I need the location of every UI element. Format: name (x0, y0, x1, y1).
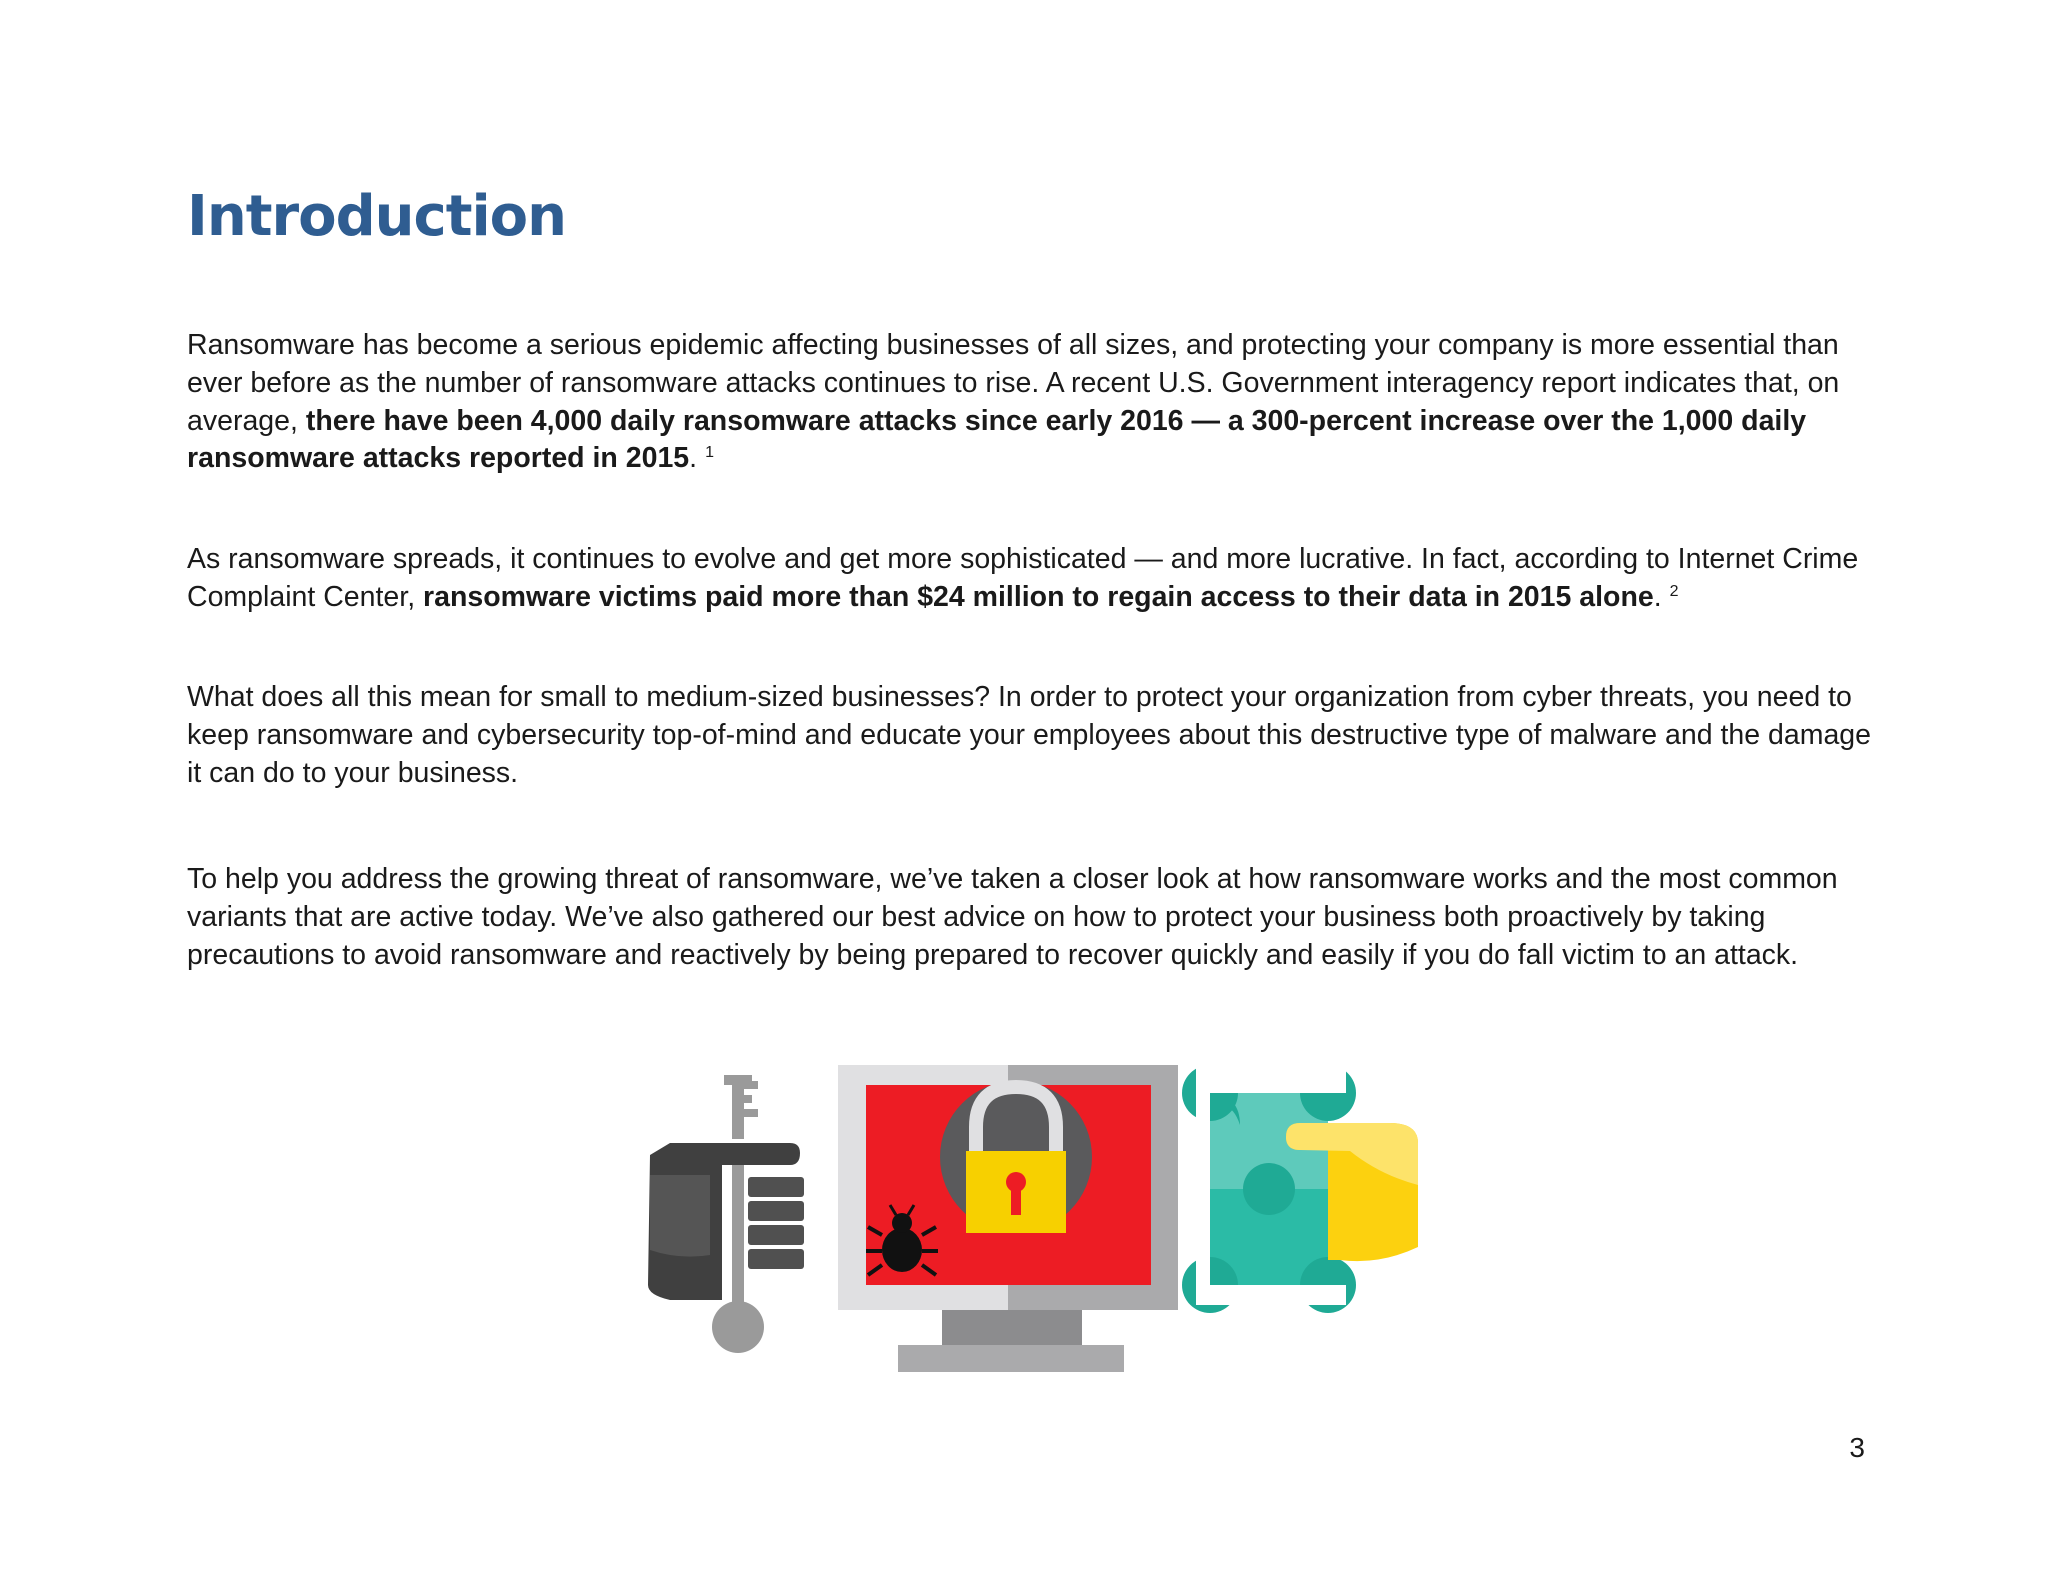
paragraph-address-threat (187, 861, 1887, 974)
hand-holding-key-icon (648, 1075, 804, 1353)
paragraph-bold-text: ransomware victims paid more than $24 million to regain access to their data in 2015 alone (423, 580, 1654, 613)
paragraph-ransomware-epidemic (187, 327, 1887, 478)
footnote-marker: 2 (1669, 582, 1679, 600)
paragraph-bold-text: there have been 4,000 daily ransomware attacks since early 2016 — a 300-percent increase over the 1,000 daily ransomware attacks reported in 2015 (187, 404, 1807, 475)
footnote-marker: 1 (705, 444, 714, 462)
paragraph-text: What does all this mean for small to medium-sized businesses? In order to protect your organization from cyber threats, you need to keep ransomware and cybersecurity top-of-mind and educate your employees about this destructive type of malware and the damage it can do to your business. (187, 681, 1872, 789)
locked-computer-icon (838, 1065, 1178, 1372)
paragraph-text: . (1653, 580, 1662, 613)
paragraph-smb-meaning (187, 679, 1887, 792)
hand-holding-money-icon (1182, 1065, 1418, 1313)
ransomware-illustration (640, 1055, 1420, 1375)
paragraph-ransomware-spreads (187, 541, 1887, 617)
paragraph-text: As ransomware spreads, it continues to evolve and get more sophisticated — and more lucrative. In fact, according to Internet Crime Complaint Center, (187, 543, 1859, 613)
paragraph-text: To help you address the growing threat of ransomware, we’ve taken a closer look at how ransomware works and the most common variants that are active today. We’ve also gathered our best advice on how to protect your business both proactively by taking precautions to avoid ransomware and reactively by being prepared to recover quickly and easily if you do fall victim to an attack. (187, 863, 1838, 971)
paragraph-text: . (689, 442, 698, 475)
page-number: 3 (1849, 1432, 1865, 1463)
page-title: Introduction (187, 184, 567, 249)
paragraph-text: Ransomware has become a serious epidemic affecting businesses of all sizes, and protecting your company is more essential than ever before as the number of ransomware attacks continues to rise. A recent U.S. Government interagency report indicates that, on average, (187, 329, 1840, 437)
